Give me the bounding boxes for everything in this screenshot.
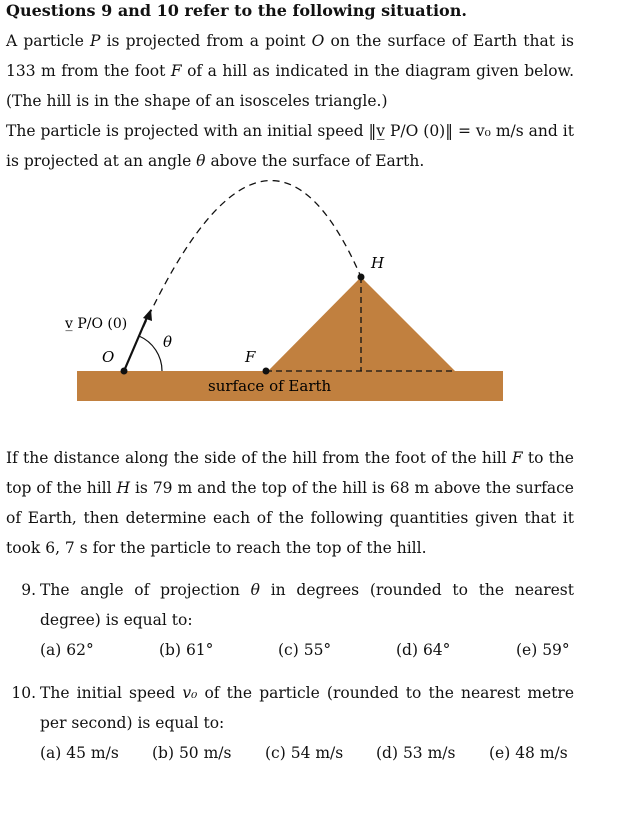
label-f: F xyxy=(245,348,256,366)
question-text: The angle of projection θ in degrees (rounded to the nearest degree) is equal to: xyxy=(40,581,574,629)
section-title: Questions 9 and 10 refer to the following situation. xyxy=(6,1,467,20)
option-c[interactable]: (c) 54 m/s xyxy=(265,744,344,762)
speed-notation: ‖v̲ P/O (0)‖ = v₀ xyxy=(368,122,491,140)
projectile-diagram xyxy=(0,180,641,420)
angle-arc xyxy=(139,336,162,371)
situation-paragraph-2: The particle is projected with an initial speed ‖v̲ P/O (0)‖ = v₀ m/s and it is projected at an angle θ above the surface of Earth. xyxy=(6,122,574,170)
point-o xyxy=(121,368,128,375)
point-f xyxy=(263,368,270,375)
question-number: 10. xyxy=(11,684,36,702)
velocity-vector xyxy=(124,315,148,371)
options-row xyxy=(40,635,574,665)
option-b[interactable]: (b) 50 m/s xyxy=(152,744,232,762)
conditions-paragraph: If the distance along the side of the hill from the foot of the hill F to the top of the hill H is 79 m and the top of the hill is 68 m above the surface of Earth, then determine each of the following quantities given that it took 6, 7 s for the particle to reach the top of the hill. xyxy=(6,449,574,557)
question-10 xyxy=(6,678,574,768)
option-e[interactable]: (e) 59° xyxy=(516,641,570,659)
point-h xyxy=(358,274,365,281)
question-number: 9. xyxy=(21,581,36,599)
velocity-arrowhead xyxy=(143,309,152,321)
option-d[interactable]: (d) 53 m/s xyxy=(376,744,456,762)
options-row xyxy=(40,738,574,768)
situation-paragraph-1: A particle P is projected from a point O on the surface of Earth that is 133 m from the foot F of a hill as indicated in the diagram given below. (The hill is in the shape of an isosceles triangle.) xyxy=(6,32,574,110)
label-theta: θ xyxy=(163,333,173,351)
question-9 xyxy=(6,575,574,665)
option-a[interactable]: (a) 45 m/s xyxy=(40,744,119,762)
option-e[interactable]: (e) 48 m/s xyxy=(489,744,568,762)
option-c[interactable]: (c) 55° xyxy=(278,641,332,659)
label-velocity: v̲ P/O (0) xyxy=(65,316,128,332)
label-o: O xyxy=(102,348,115,366)
label-h: H xyxy=(371,254,385,272)
option-d[interactable]: (d) 64° xyxy=(396,641,451,659)
option-b[interactable]: (b) 61° xyxy=(159,641,214,659)
option-a[interactable]: (a) 62° xyxy=(40,641,94,659)
question-text: The initial speed v₀ of the particle (rounded to the nearest metre per second) is equal to: xyxy=(40,684,575,732)
label-surface: surface of Earth xyxy=(208,377,332,395)
